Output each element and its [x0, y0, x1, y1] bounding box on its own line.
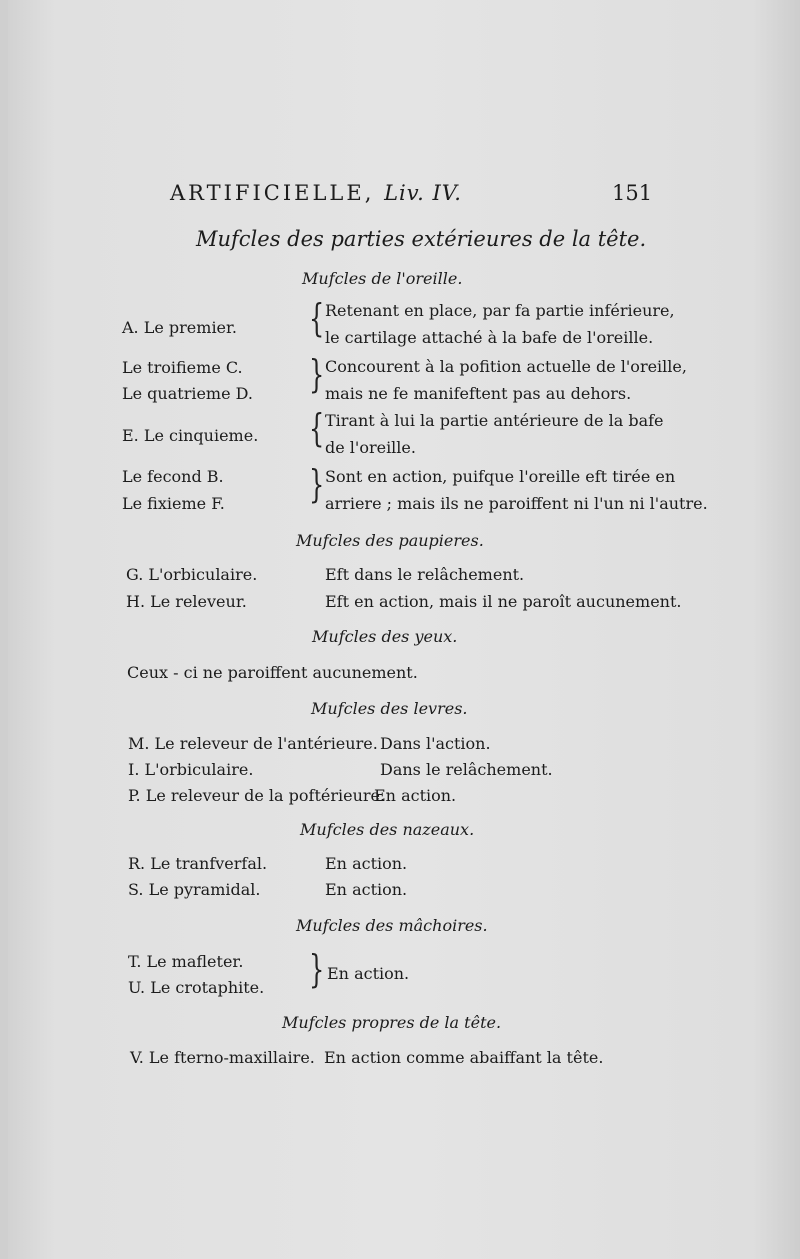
entry-label: E. Le cinquieme.: [122, 426, 259, 445]
entry-value: En action.: [327, 964, 410, 983]
section-text: Ceux - ci ne paroiffent aucunement.: [127, 663, 418, 682]
entry-value: Eft dans le relâchement.: [325, 565, 525, 584]
entry-label: P. Le releveur de la poftérieure.: [128, 786, 386, 805]
entry-label: Le fixieme F.: [122, 494, 225, 513]
entry-description-line: arriere ; mais ils ne paroiffent ni l'un ni l'autre.: [325, 494, 708, 513]
entry-label: M. Le releveur de l'antérieure.: [128, 734, 378, 753]
section-heading-levres: Mufcles des levres.: [311, 699, 468, 718]
entry-label: R. Le tranfverfal.: [128, 854, 268, 873]
brace-symbol: {: [309, 295, 325, 341]
running-header: [170, 183, 462, 204]
main-title: Mufcles des parties extérieures de la tête.: [196, 227, 647, 251]
entry-label: V. Le fterno-maxillaire.: [130, 1048, 315, 1067]
entry-description-line: Tirant à lui la partie antérieure de la bafe: [325, 411, 664, 430]
entry-label: A. Le premier.: [122, 318, 237, 337]
brace-symbol: }: [309, 461, 325, 507]
header-book: Liv. IV.: [384, 181, 462, 205]
section-heading-nazeaux: Mufcles des nazeaux.: [300, 820, 475, 839]
section-heading-tete: Mufcles propres de la tête.: [282, 1013, 502, 1032]
entry-value: En action.: [374, 786, 457, 805]
entry-label: I. L'orbiculaire.: [128, 760, 254, 779]
entry-label: S. Le pyramidal.: [128, 880, 261, 899]
entry-label: Le fecond B.: [122, 467, 224, 486]
entry-label: Le quatrieme D.: [122, 384, 253, 403]
entry-value: En action.: [325, 880, 408, 899]
entry-description-line: de l'oreille.: [325, 438, 416, 457]
entry-label: Le troifieme C.: [122, 358, 243, 377]
section-heading-machoires: Mufcles des mâchoires.: [296, 916, 488, 935]
entry-description-line: mais ne fe manifeftent pas au dehors.: [325, 384, 632, 403]
entry-value: Eft en action, mais il ne paroît aucunement.: [325, 592, 682, 611]
section-heading-paupieres: Mufcles des paupieres.: [296, 531, 484, 550]
entry-label: U. Le crotaphite.: [128, 978, 265, 997]
entry-value: En action.: [325, 854, 408, 873]
brace-symbol: }: [309, 946, 325, 992]
entry-description-line: Retenant en place, par fa partie inférieure,: [325, 301, 675, 320]
entry-value: En action comme abaiffant la tête.: [324, 1048, 604, 1067]
entry-label: T. Le mafleter.: [128, 952, 244, 971]
section-heading-yeux: Mufcles des yeux.: [312, 627, 458, 646]
header-title: ARTIFICIELLE,: [170, 181, 375, 205]
entry-label: G. L'orbiculaire.: [126, 565, 258, 584]
entry-value: Dans l'action.: [380, 734, 491, 753]
brace-symbol: {: [309, 405, 325, 451]
entry-description-line: Sont en action, puifque l'oreille eft tirée en: [325, 467, 676, 486]
entry-description-line: le cartilage attaché à la bafe de l'oreille.: [325, 328, 654, 347]
page-number: 151: [612, 181, 653, 205]
entry-value: Dans le relâchement.: [380, 760, 553, 779]
brace-symbol: }: [309, 351, 325, 397]
section-heading-oreille: Mufcles de l'oreille.: [302, 269, 463, 288]
entry-description-line: Concourent à la pofition actuelle de l'oreille,: [325, 357, 687, 376]
entry-label: H. Le releveur.: [126, 592, 247, 611]
